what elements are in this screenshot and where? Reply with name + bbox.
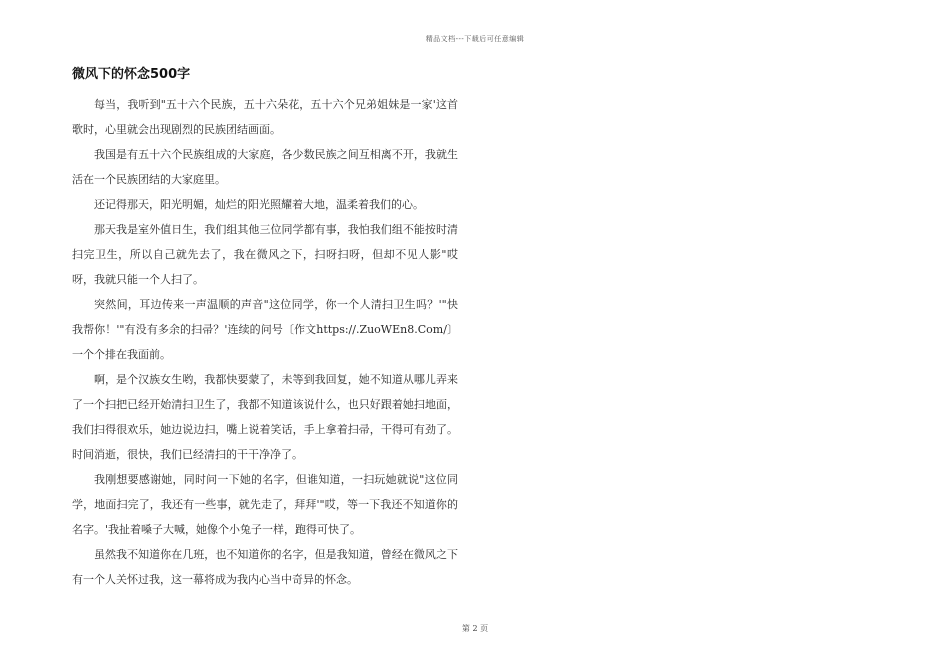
paragraph: 我刚想要感谢她，同时问一下她的名字，但谁知道，一扫玩她就说"这位同学，地面扫完了，我还有一些事，就先走了，拜拜'"哎，等一下我还不知道你的名字。'我扯着嗓子大喊，她像个小兔子一样，跑得可快了。 <box>72 473 458 536</box>
document-body <box>72 66 458 592</box>
paragraph: 突然间，耳边传来一声温顺的声音"这位同学，你一个人清扫卫生吗？'"快我帮你！'"有没有多余的扫帚？'连续的问号〔作文https://.ZuoWEn8.Com/〕一个个排在我面前。 <box>72 298 458 361</box>
paragraph: 我国是有五十六个民族组成的大家庭，各少数民族之间互相离不开，我就生活在一个民族团结的大家庭里。 <box>72 148 458 186</box>
paragraph: 虽然我不知道你在几班，也不知道你的名字，但是我知道，曾经在微风之下有一个人关怀过我，这一幕将成为我内心当中奇异的怀念。 <box>72 548 458 586</box>
paragraph: 还记得那天，阳光明媚，灿烂的阳光照耀着大地，温柔着我们的心。 <box>94 198 424 211</box>
document-title: 微风下的怀念500字 <box>72 67 191 82</box>
page-header-note: 精品文档---下载后可任意编辑 <box>425 35 525 43</box>
paragraph: 那天我是室外值日生，我们组其他三位同学都有事，我怕我们组不能按时清扫完卫生，所以自己就先去了，我在微风之下，扫呀扫呀，但却不见人影"哎呀，我就只能一个人扫了。 <box>72 223 458 286</box>
page-number: 第 2 页 <box>461 624 489 633</box>
paragraph: 每当，我听到"五十六个民族，五十六朵花，五十六个兄弟姐妹是一家'这首歌时，心里就会出现剧烈的民族团结画面。 <box>72 98 458 136</box>
paragraph: 啊，是个汉族女生哟，我都快要蒙了，未等到我回复，她不知道从哪儿弄来了一个扫把已经开始清扫卫生了，我都不知道该说什么，也只好跟着她扫地面，我们扫得很欢乐，她边说边扫，嘴上说着笑话，手上拿着扫帚，干得可有劲了。时间消逝，很快，我们已经清扫的干干净净了。 <box>72 373 458 461</box>
